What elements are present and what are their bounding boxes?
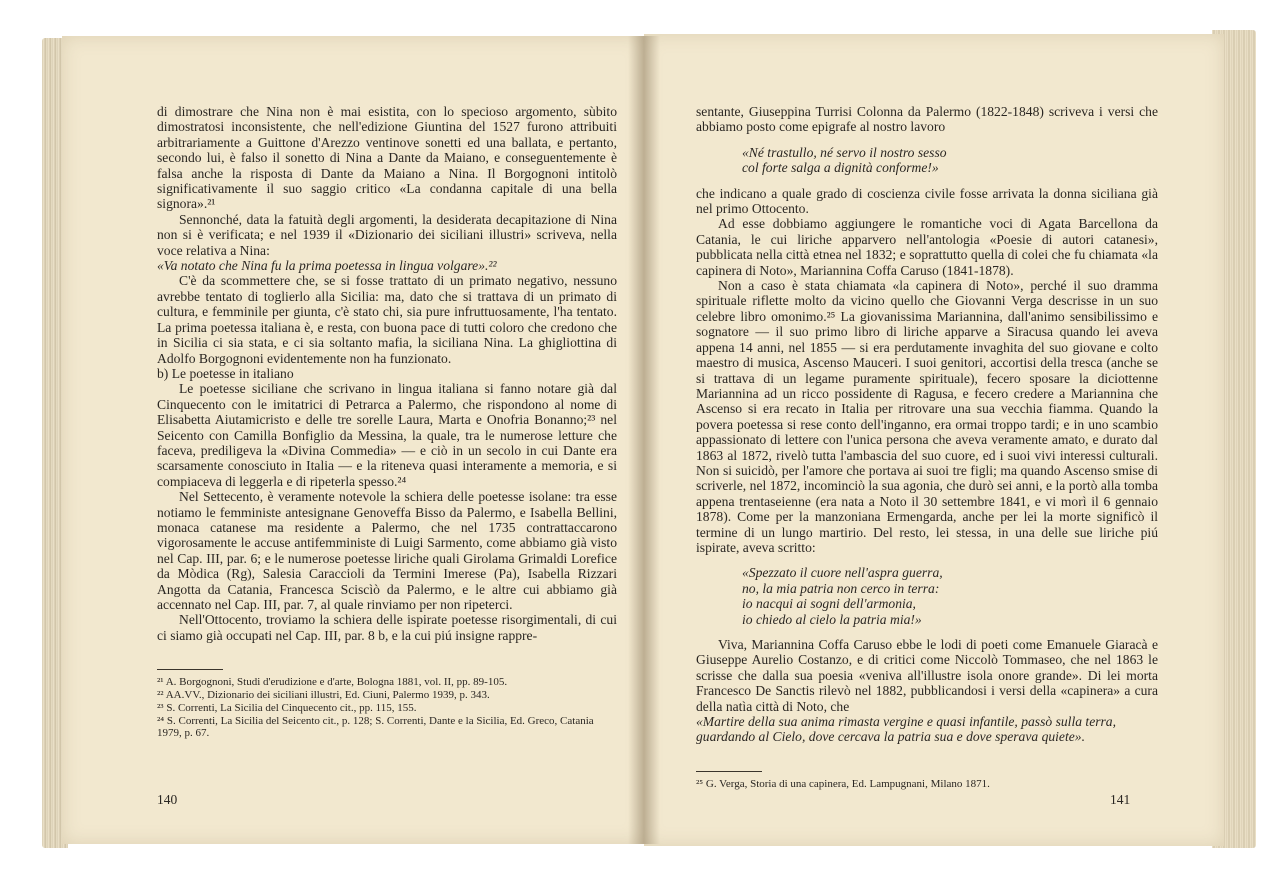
paragraph: Viva, Mariannina Coffa Caruso ebbe le lodi di poeti come Emanuele Giaracà e Giuseppe Aurelio Costanzo, e di critici come Niccolò Tommaseo, che nel 1863 le scrisse che dalla sua poesia «veniva all'illustre isola onore grande». Di lei morta Francesco De Sanctis rilevò nel 1882, pubblicandosi i versi della «capinera» a cura della natìa città di Noto, che [696,637,1158,714]
paragraph: C'è da scommettere che, se si fosse trattato di un primato negativo, nessuno avrebbe tentato di toglierlo alla Sicilia: ma, dato che si trattava di un primato di cultura, e femminile per giunta, c'è stato chi, sia pure infruttuosamente, l'ha tentato. La prima poetessa italiana è, e resta, con buona pace di tutti coloro che credono che in Sicilia ci sia stata, e ci sia soltanto mafia, la siciliana Nina. La ghigliottina di Adolfo Borgognoni evidentemente non ha funzionato. [157,273,617,366]
footnote: ²⁵ G. Verga, Storia di una capinera, Ed. Lampugnani, Milano 1871. [696,777,990,790]
epigraph-line: col forte salga a dignità conforme!» [742,160,939,176]
footnote: ²⁴ S. Correnti, La Sicilia del Seicento cit., p. 128; S. Correnti, Dante e la Sicilia, Ed. Greco, Catania 1979, p. 67. [157,714,594,740]
poem-line: «Spezzato il cuore nell'aspra guerra, [742,565,943,581]
page-number-right: 141 [1110,792,1131,807]
left-page-text [157,104,617,740]
paragraph: Sennonché, data la fatuità degli argomenti, la desiderata decapitazione di Nina non si è verificata; e nel 1939 il «Dizionario dei siciliani illustri» scriveva, nella voce relativa a Nina: [157,211,617,258]
poem-line: no, la mia patria non cerco in terra: [742,580,940,596]
book-gutter [628,36,660,844]
footnote: ²¹ A. Borgognoni, Studi d'erudizione e d'arte, Bologna 1881, vol. II, pp. 89-105. [157,676,508,689]
poem-line: io chiedo al cielo la patria mia!» [742,611,922,627]
page-number-left: 140 [157,792,178,807]
paragraph: Nel Settecento, è veramente notevole la schiera delle poetesse isolane: tra esse notiamo le femministe antesignane Genoveffa Bisso da Palermo, e Isabella Bellini, monaca catanese ma residente a Palermo, che nel 1735 contrattaccarono vigorosamente le accuse antifemministe di Luigi Sarmento, come abbiamo già visto nel Cap. III, par. 6; e le numerose poetesse liriche quali Girolama Grimaldi Lorefice da Mòdica (Rg), Salesia Caraccioli da Termini Imerese (Pa), Isabella Rizzari Angotta da Catania, Francesca Sciscìò da Palermo, e le altre cui abbiamo già accennato nel Cap. III, par. 7, al quale rinviamo per non ripeterci. [157,489,617,612]
section-heading: b) Le poetesse in italiano [157,365,294,381]
paragraph: che indicano a quale grado di coscienza civile fosse arrivata la donna siciliana già nel primo Ottocento. [696,185,1158,217]
paragraph: di dimostrare che Nina non è mai esistita, con lo specioso argomento, sùbito dimostratosi inconsistente, che nell'edizione Giuntina del 1527 furono attribuiti arbitrariamente a Guittone d'Arezzo ventinove sonetti ed una ballata, e pertanto, secondo lui, è falso il sonetto di Nina a Dante da Maiano, e conseguentemente è falsa anche la risposta di Dante da Maiano a Nina. Il Borgognoni intitolò significativamente il suo saggio critico «La condanna capitale di una bella signora».²¹ [157,104,617,212]
poem-line: io nacqui ai sogni dell'armonia, [742,596,916,612]
paragraph: Le poetesse siciliane che scrivano in lingua italiana si fanno notare già dal Cinquecento con le imitatrici di Petrarca a Palermo, che rispondono al nome di Elisabetta Aiutamicristo e delle tre sorelle Laura, Marta e Onofria Bonanno;²³ nel Seicento con Camilla Bonfiglio da Messina, la quale, tra le numerose letture che faceva, prediligeva la «Divina Commedia» — e ciò in un secolo in cui Dante era scarsamente conosciuto in Italia — e la riteneva quasi interamente a memoria, e si compiaceva di leggerla e di ripeterla spesso.²⁴ [157,381,617,489]
paragraph: sentante, Giuseppina Turrisi Colonna da Palermo (1822-1848) scriveva i versi che abbiamo posto come epigrafe al nostro lavoro [696,104,1158,135]
paragraph: Ad esse dobbiamo aggiungere le romantiche voci di Agata Barcellona da Catania, le cui liriche apparvero nell'antologia «Poesie di autori catanesi», pubblicata nella città etnea nel 1832; e soprattutto quella di colei che fu chiamata «la capinera di Noto», Mariannina Coffa Caruso (1841-1878). [696,216,1158,278]
footnote-rule [696,771,762,772]
block-quote: «Va notato che Nina fu la prima poetessa in lingua volgare».²² [157,258,497,274]
footnote: ²³ S. Correnti, La Sicilia del Cinquecento cit., pp. 115, 155. [157,701,417,714]
epigraph [742,145,1158,176]
poem [742,565,1158,627]
footnote-rule [157,669,223,670]
right-page-text [696,104,1158,791]
footnote: ²² AA.VV., Dizionario dei siciliani illustri, Ed. Ciuni, Palermo 1939, p. 343. [157,689,490,702]
block-quote: «Martire della sua anima rimasta vergine e quasi infantile, passò sulla terra, guardando al Cielo, dove cercava la patria sua e dove sperava quiete». [696,714,1117,745]
epigraph-line: «Né trastullo, né servo il nostro sesso [742,144,947,160]
paragraph: Non a caso è stata chiamata «la capinera di Noto», perché il suo dramma spirituale riflette molto da vicino quello che Giovanni Verga descrisse in un suo celebre libro omonimo.²⁵ La giovanissima Mariannina, dall'animo sensibilissimo e sognatore — il suo primo libro di liriche apparve a Siracusa quando lei aveva appena 14 anni, nel 1855 — si era perdutamente invaghita del suo giovane e colto maestro di musica, Ascenso Mauceri. I suoi genitori, accortisi della tresca (anche se si trattava di un legame puramente spirituale), fecero sposare la diciottenne Mariannina ad un ricco possidente di Ragusa, e fecero credere a Mariannina che Ascenso si era recato in Italia per ritrovare una sua vecchia fiamma. Quando la povera poetessa si rese conto dell'inganno, era ormai troppo tardi; e in uno scambio appassionato di lettere con l'unica persona che aveva veramente amato, e durato dal 1863 al 1872, rivelò tutta l'ambascia del suo cuore, ed i suoi vivi interessi culturali. Non si suicidò, per l'amore che portava ai suoi tre figli; ma quando Ascenso smise di scriverle, nel 1872, incominciò la sua agonia, che durò sei anni, e la portò alla tomba appena trentaseienne (era nata a Noto il 30 settembre 1841, e vi morì il 6 gennaio 1878). Come per la manzoniana Ermengarda, anche per lei la morte significò il termine di un lungo martirio. Del resto, lei stessa, in una delle sue liriche piú ispirate, aveva scritto: [696,278,1158,555]
paragraph: Nell'Ottocento, troviamo la schiera delle ispirate poetesse risorgimentali, di cui ci siamo già occupati nel Cap. III, par. 8 b, e la cui piú insigne rappre- [157,612,617,643]
